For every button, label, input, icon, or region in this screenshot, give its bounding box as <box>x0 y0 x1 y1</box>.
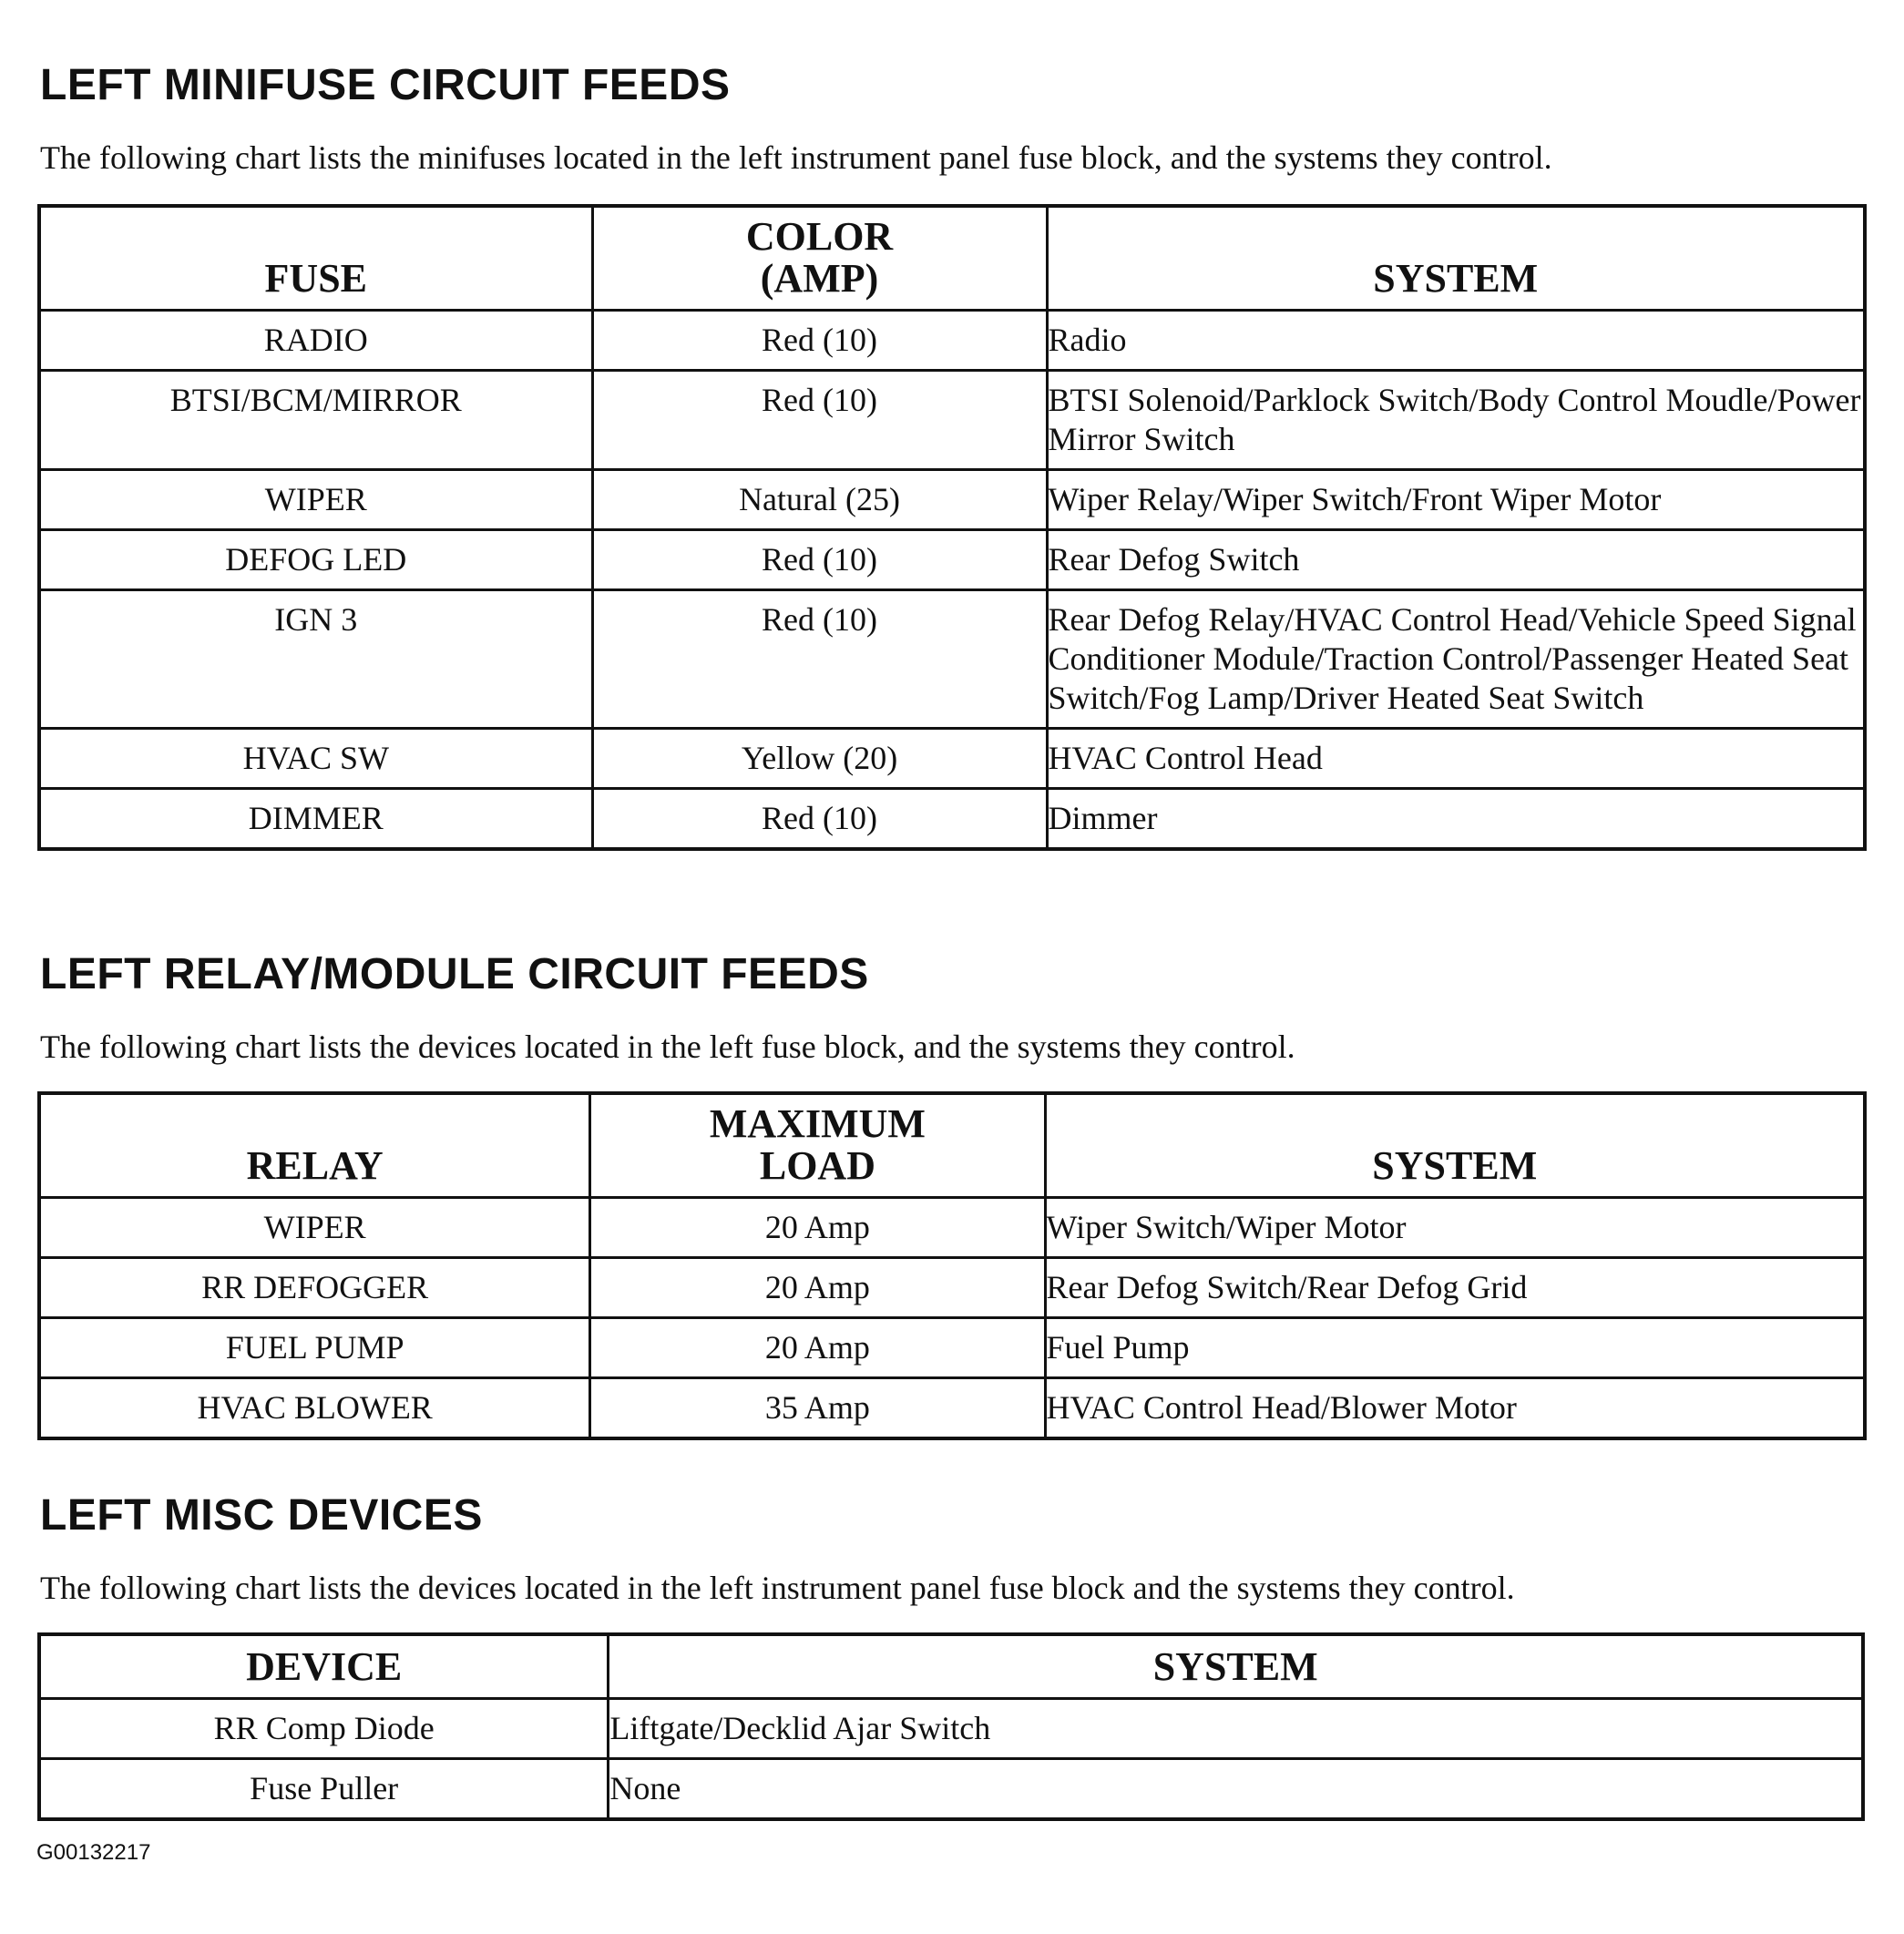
fuse-system: BTSI Solenoid/Parklock Switch/Body Control Moudle/Power Mirror Switch <box>1047 370 1865 469</box>
relay-intro-text: The following chart lists the devices located in the left fuse block, and the systems they control. <box>40 1028 1295 1065</box>
table-row <box>39 1257 1865 1317</box>
relay-name: RR DEFOGGER <box>39 1257 590 1317</box>
relay-system: Fuel Pump <box>1045 1317 1865 1377</box>
figure-id: G00132217 <box>36 1840 151 1865</box>
table-row <box>39 529 1865 589</box>
relay-table <box>37 1091 1867 1440</box>
fuse-system: Radio <box>1047 310 1865 370</box>
device-system: Liftgate/Decklid Ajar Switch <box>609 1698 1863 1758</box>
relay-section-title: LEFT RELAY/MODULE CIRCUIT FEEDS <box>40 950 869 998</box>
minifuse-header-amp: (AMP) <box>760 255 879 301</box>
relay-max-load: 20 Amp <box>590 1197 1045 1257</box>
minifuse-section-title: LEFT MINIFUSE CIRCUIT FEEDS <box>40 61 731 109</box>
fuse-system: Wiper Relay/Wiper Switch/Front Wiper Motor <box>1047 469 1865 529</box>
table-row <box>39 728 1865 788</box>
fuse-system: Rear Defog Switch <box>1047 529 1865 589</box>
minifuse-header-system: SYSTEM <box>1047 206 1865 310</box>
device-name: RR Comp Diode <box>39 1698 609 1758</box>
fuse-color-amp: Red (10) <box>592 788 1047 849</box>
minifuse-table <box>37 204 1867 851</box>
minifuse-header-color: COLOR <box>745 213 894 259</box>
misc-header-device: DEVICE <box>39 1634 609 1698</box>
relay-name: FUEL PUMP <box>39 1317 590 1377</box>
fuse-color-amp: Red (10) <box>592 529 1047 589</box>
relay-header-relay: RELAY <box>39 1093 590 1197</box>
relay-name: HVAC BLOWER <box>39 1377 590 1438</box>
table-row <box>39 1698 1863 1758</box>
minifuse-header-color-amp <box>592 206 1047 310</box>
fuse-name: IGN 3 <box>39 589 592 728</box>
table-row <box>39 370 1865 469</box>
fuse-name: HVAC SW <box>39 728 592 788</box>
misc-section-title: LEFT MISC DEVICES <box>40 1491 483 1540</box>
relay-max-load: 35 Amp <box>590 1377 1045 1438</box>
relay-header-load: LOAD <box>759 1142 875 1188</box>
table-row <box>39 1758 1863 1819</box>
fuse-system: HVAC Control Head <box>1047 728 1865 788</box>
device-system: None <box>609 1758 1863 1819</box>
fuse-system: Dimmer <box>1047 788 1865 849</box>
relay-header-row <box>39 1093 1865 1197</box>
table-row <box>39 788 1865 849</box>
relay-system: HVAC Control Head/Blower Motor <box>1045 1377 1865 1438</box>
device-name: Fuse Puller <box>39 1758 609 1819</box>
misc-header-row <box>39 1634 1863 1698</box>
relay-system: Wiper Switch/Wiper Motor <box>1045 1197 1865 1257</box>
table-row <box>39 469 1865 529</box>
fuse-color-amp: Natural (25) <box>592 469 1047 529</box>
minifuse-header-fuse: FUSE <box>39 206 592 310</box>
table-row <box>39 589 1865 728</box>
misc-header-system: SYSTEM <box>609 1634 1863 1698</box>
misc-table <box>37 1632 1865 1821</box>
relay-header-system: SYSTEM <box>1045 1093 1865 1197</box>
fuse-color-amp: Yellow (20) <box>592 728 1047 788</box>
table-row <box>39 1377 1865 1438</box>
relay-name: WIPER <box>39 1197 590 1257</box>
fuse-name: RADIO <box>39 310 592 370</box>
relay-system: Rear Defog Switch/Rear Defog Grid <box>1045 1257 1865 1317</box>
fuse-name: DEFOG LED <box>39 529 592 589</box>
fuse-color-amp: Red (10) <box>592 370 1047 469</box>
misc-intro-text: The following chart lists the devices located in the left instrument panel fuse block and the systems they control. <box>40 1570 1515 1606</box>
relay-header-max-load <box>590 1093 1045 1197</box>
relay-max-load: 20 Amp <box>590 1257 1045 1317</box>
fuse-system: Rear Defog Relay/HVAC Control Head/Vehicle Speed Signal Conditioner Module/Traction Control/Passenger Heated Seat Switch/Fog Lamp/Driver Heated Seat Switch <box>1047 589 1865 728</box>
fuse-color-amp: Red (10) <box>592 589 1047 728</box>
minifuse-header-row <box>39 206 1865 310</box>
fuse-name: WIPER <box>39 469 592 529</box>
fuse-name: DIMMER <box>39 788 592 849</box>
fuse-name: BTSI/BCM/MIRROR <box>39 370 592 469</box>
fuse-color-amp: Red (10) <box>592 310 1047 370</box>
relay-header-maximum: MAXIMUM <box>709 1100 926 1146</box>
table-row <box>39 310 1865 370</box>
relay-max-load: 20 Amp <box>590 1317 1045 1377</box>
table-row <box>39 1317 1865 1377</box>
minifuse-intro-text: The following chart lists the minifuses located in the left instrument panel fuse block, and the systems they control. <box>40 139 1552 176</box>
table-row <box>39 1197 1865 1257</box>
